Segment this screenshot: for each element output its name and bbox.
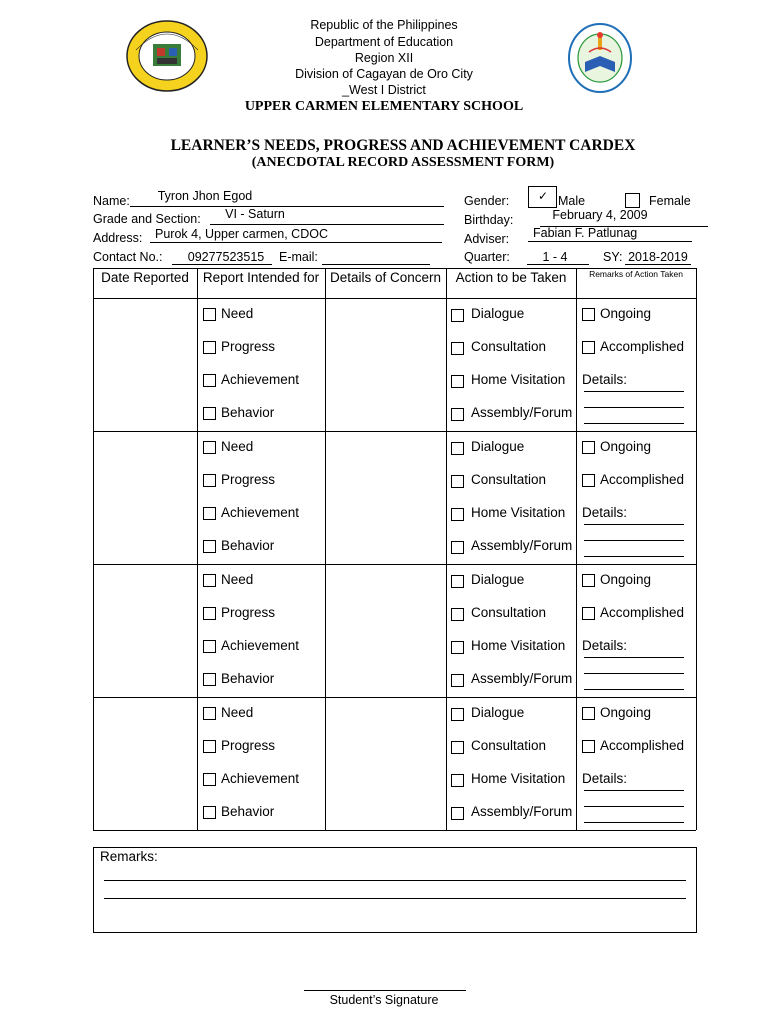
birthday-label: Birthday: xyxy=(464,213,514,227)
header-line-deped: Department of Education xyxy=(314,35,454,49)
quarter-value[interactable]: 1 - 4 xyxy=(542,250,568,264)
remarks-box[interactable] xyxy=(93,847,697,933)
header-line-division: Division of Cagayan de Oro City xyxy=(295,67,473,81)
details-line xyxy=(584,673,684,674)
details-line xyxy=(584,689,684,690)
report-option-label: Behavior xyxy=(221,671,275,686)
action-option-label: Dialogue xyxy=(471,439,525,454)
report-checkbox[interactable] xyxy=(203,574,216,587)
action-option-label: Assembly/Forum xyxy=(471,671,573,686)
signature-line xyxy=(304,990,466,991)
report-checkbox[interactable] xyxy=(203,474,216,487)
action-checkbox[interactable] xyxy=(451,641,464,654)
remark-checkbox[interactable] xyxy=(582,341,595,354)
remark-checkbox[interactable] xyxy=(582,441,595,454)
male-label: Male xyxy=(558,194,586,208)
details-line xyxy=(584,790,684,791)
report-option-label: Achievement xyxy=(221,771,300,786)
birthday-value[interactable]: February 4, 2009 xyxy=(552,208,648,222)
action-option-label: Home Visitation xyxy=(471,771,566,786)
remark-option-label: Accomplished xyxy=(600,605,685,620)
action-checkbox[interactable] xyxy=(451,608,464,621)
form-title: LEARNER’S NEEDS, PROGRESS AND ACHIEVEMENT CARDEX xyxy=(170,137,636,154)
details-line xyxy=(584,524,684,525)
action-option-label: Home Visitation xyxy=(471,372,566,387)
form-subtitle: (ANECDOTAL RECORD ASSESSMENT FORM) xyxy=(251,155,555,170)
table-header-border xyxy=(93,298,696,299)
action-checkbox[interactable] xyxy=(451,807,464,820)
header-action-taken: Action to be Taken xyxy=(455,270,567,285)
details-line xyxy=(584,391,684,392)
signature-label[interactable]: Student’s Signature xyxy=(329,993,439,1007)
report-option-label: Need xyxy=(221,572,254,587)
row-divider xyxy=(93,697,696,698)
report-option-label: Achievement xyxy=(221,505,300,520)
report-option-label: Achievement xyxy=(221,638,300,653)
action-option-label: Consultation xyxy=(471,738,547,753)
details-line xyxy=(584,806,684,807)
action-option-label: Assembly/Forum xyxy=(471,405,573,420)
col-divider xyxy=(696,268,697,830)
report-checkbox[interactable] xyxy=(203,773,216,786)
header-details-concern: Details of Concern xyxy=(329,270,442,285)
report-option-label: Behavior xyxy=(221,538,275,553)
report-checkbox[interactable] xyxy=(203,308,216,321)
action-option-label: Assembly/Forum xyxy=(471,538,573,553)
quarter-label: Quarter: xyxy=(464,250,510,264)
table-bottom-border xyxy=(93,830,696,831)
report-checkbox[interactable] xyxy=(203,806,216,819)
action-checkbox[interactable] xyxy=(451,774,464,787)
report-option-label: Need xyxy=(221,306,254,321)
action-checkbox[interactable] xyxy=(451,575,464,588)
action-option-label: Home Visitation xyxy=(471,505,566,520)
col-divider xyxy=(93,268,94,830)
remark-option-label: Accomplished xyxy=(600,339,685,354)
action-checkbox[interactable] xyxy=(451,741,464,754)
report-option-label: Need xyxy=(221,439,254,454)
report-option-label: Behavior xyxy=(221,405,275,420)
remark-option-label: Accomplished xyxy=(600,472,685,487)
address-value[interactable]: Purok 4, Upper carmen, CDOC xyxy=(155,227,328,241)
action-checkbox[interactable] xyxy=(451,508,464,521)
col-divider xyxy=(325,268,326,830)
report-option-label: Behavior xyxy=(221,804,275,819)
gender-label: Gender: xyxy=(464,194,510,208)
action-checkbox[interactable] xyxy=(451,674,464,687)
details-label: Details: xyxy=(582,505,628,520)
details-line xyxy=(584,657,684,658)
report-checkbox[interactable] xyxy=(203,607,216,620)
details-line xyxy=(584,423,684,424)
action-option-label: Consultation xyxy=(471,339,547,354)
header-date-reported: Date Reported xyxy=(101,270,189,285)
col-divider xyxy=(576,268,577,830)
row-divider xyxy=(93,431,696,432)
header-line-region: Region XII xyxy=(354,51,414,65)
action-option-label: Dialogue xyxy=(471,705,525,720)
report-option-label: Achievement xyxy=(221,372,300,387)
action-option-label: Assembly/Forum xyxy=(471,804,573,819)
details-line xyxy=(584,556,684,557)
remarks-line xyxy=(104,898,686,899)
details-line xyxy=(584,822,684,823)
report-checkbox[interactable] xyxy=(203,374,216,387)
report-checkbox[interactable] xyxy=(203,407,216,420)
remark-checkbox[interactable] xyxy=(582,574,595,587)
report-option-label: Progress xyxy=(221,605,276,620)
report-option-label: Progress xyxy=(221,738,276,753)
report-checkbox[interactable] xyxy=(203,540,216,553)
action-checkbox[interactable] xyxy=(451,708,464,721)
report-option-label: Need xyxy=(221,705,254,720)
report-checkbox[interactable] xyxy=(203,673,216,686)
action-checkbox[interactable] xyxy=(451,541,464,554)
remark-option-label: Ongoing xyxy=(600,439,652,454)
action-checkbox[interactable] xyxy=(451,375,464,388)
details-label: Details: xyxy=(582,771,628,786)
remark-option-label: Ongoing xyxy=(600,705,652,720)
action-option-label: Dialogue xyxy=(471,306,525,321)
adviser-value[interactable]: Fabian F. Patlunag xyxy=(533,226,638,240)
sy-value[interactable]: 2018-2019 xyxy=(628,250,688,264)
action-option-label: Home Visitation xyxy=(471,638,566,653)
school-name: UPPER CARMEN ELEMENTARY SCHOOL xyxy=(244,99,524,114)
report-checkbox[interactable] xyxy=(203,507,216,520)
details-line xyxy=(584,540,684,541)
report-checkbox[interactable] xyxy=(203,341,216,354)
details-label: Details: xyxy=(582,372,628,387)
action-checkbox[interactable] xyxy=(451,442,464,455)
report-checkbox[interactable] xyxy=(203,707,216,720)
report-option-label: Progress xyxy=(221,339,276,354)
report-checkbox[interactable] xyxy=(203,740,216,753)
contact-value[interactable]: 09277523515 xyxy=(187,250,265,264)
grade-section-label: Grade and Section: xyxy=(93,212,201,226)
action-checkbox[interactable] xyxy=(451,408,464,421)
name-value[interactable]: Tyron Jhon Egod xyxy=(157,189,253,203)
action-option-label: Dialogue xyxy=(471,572,525,587)
header-remarks-action: Remarks of Action Taken xyxy=(589,269,683,279)
sy-label: SY: xyxy=(603,250,623,264)
name-label: Name: xyxy=(93,194,130,208)
action-checkbox[interactable] xyxy=(451,309,464,322)
action-option-label: Consultation xyxy=(471,472,547,487)
remark-option-label: Accomplished xyxy=(600,738,685,753)
col-divider xyxy=(197,268,198,830)
header-line-district: _West I District xyxy=(342,83,426,97)
report-checkbox[interactable] xyxy=(203,441,216,454)
row-divider xyxy=(93,564,696,565)
grade-section-value[interactable]: VI - Saturn xyxy=(225,207,285,221)
action-checkbox[interactable] xyxy=(451,475,464,488)
address-label: Address: xyxy=(93,231,143,245)
report-checkbox[interactable] xyxy=(203,640,216,653)
contact-label: Contact No.: xyxy=(93,250,163,264)
remark-checkbox[interactable] xyxy=(582,707,595,720)
header-line-republic: Republic of the Philippines xyxy=(310,18,458,32)
remark-checkbox[interactable] xyxy=(582,474,595,487)
adviser-label: Adviser: xyxy=(464,232,510,246)
report-option-label: Progress xyxy=(221,472,276,487)
details-label: Details: xyxy=(582,638,628,653)
remark-checkbox[interactable] xyxy=(582,740,595,753)
check-mark-icon: ✓ xyxy=(538,189,549,203)
details-line xyxy=(584,407,684,408)
action-checkbox[interactable] xyxy=(451,342,464,355)
email-label: E-mail: xyxy=(279,250,318,264)
remark-option-label: Ongoing xyxy=(600,572,652,587)
female-label: Female xyxy=(649,194,691,208)
header-report-intended: Report Intended for xyxy=(202,270,320,285)
remark-option-label: Ongoing xyxy=(600,306,652,321)
remark-checkbox[interactable] xyxy=(582,308,595,321)
col-divider xyxy=(446,268,447,830)
action-option-label: Consultation xyxy=(471,605,547,620)
remark-checkbox[interactable] xyxy=(582,607,595,620)
remarks-label: Remarks: xyxy=(100,849,158,864)
remarks-line xyxy=(104,880,686,881)
